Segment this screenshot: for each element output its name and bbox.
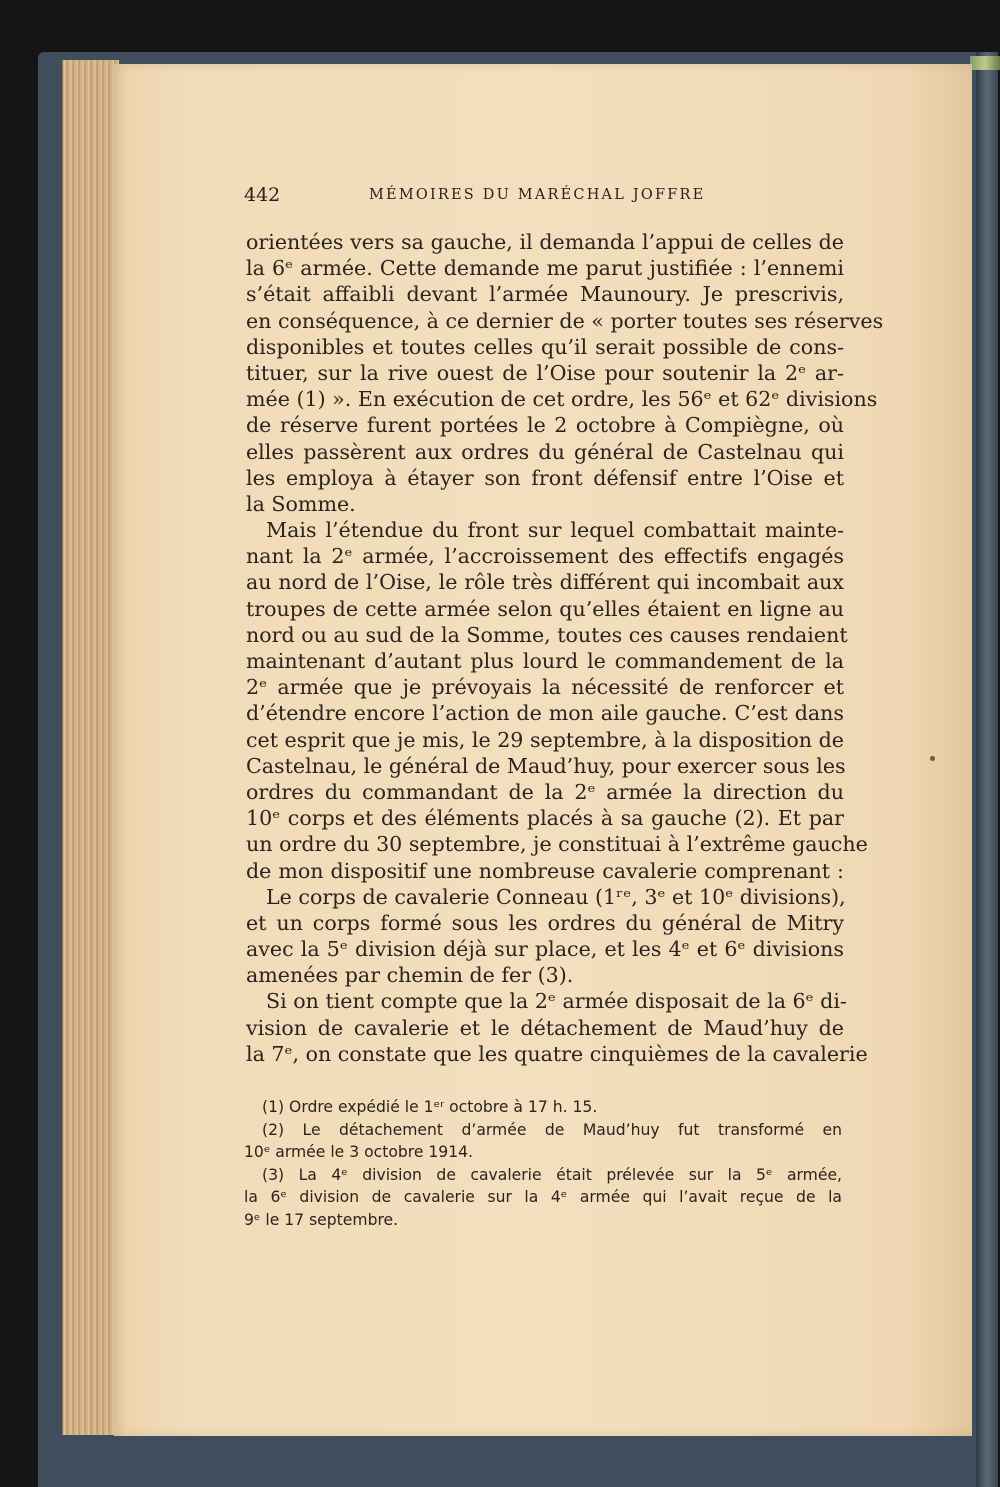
body-line: Si on tient compte que la 2ᵉ armée disposait de la 6ᵉ di-: [266, 989, 847, 1014]
body-line: Le corps de cavalerie Conneau (1ʳᵉ, 3ᵉ et 10ᵉ divisions),: [266, 884, 846, 909]
page-number: 442: [244, 184, 281, 206]
footnote-line: (1) Ordre expédié le 1ᵉʳ octobre à 17 h. 15.: [262, 1098, 598, 1116]
footnote-line: 9ᵉ le 17 septembre.: [244, 1210, 399, 1229]
footnote-line: 10ᵉ armée le 3 octobre 1914.: [244, 1143, 474, 1161]
body-line: cet esprit que je mis, le 29 septembre, à la disposition de: [246, 727, 844, 752]
body-line: en conséquence, à ce dernier de « porter toutes ses réserves: [246, 308, 884, 333]
body-line: amenées par chemin de fer (3).: [246, 963, 574, 988]
footnote-line: (2) Le détachement d’armée de Maud’huy fut transformé en: [262, 1120, 842, 1139]
body-line: 10ᵉ corps et des éléments placés à sa gauche (2). Et par: [246, 806, 844, 831]
body-line: disponibles et toutes celles qu’il serait possible de cons-: [246, 334, 844, 359]
body-line: au nord de l’Oise, le rôle très différent qui incombait aux: [246, 570, 844, 595]
body-line: la Somme.: [246, 491, 356, 516]
body-line: de réserve furent portées le 2 octobre à Compiègne, où: [246, 413, 844, 438]
body-line: la 7ᵉ, on constate que les quatre cinquièmes de la cavalerie: [246, 1041, 868, 1066]
body-line: la 6ᵉ armée. Cette demande me parut justifiée : l’ennemi: [246, 256, 844, 281]
page-speck: [930, 756, 935, 761]
page-stack-edge: [62, 60, 119, 1435]
body-line: tituer, sur la rive ouest de l’Oise pour soutenir la 2ᵉ ar-: [246, 360, 844, 385]
body-text: [246, 229, 884, 1067]
body-line: et un corps formé sous les ordres du général de Mitry: [246, 910, 844, 935]
running-title: MÉMOIRES DU MARÉCHAL JOFFRE: [369, 187, 706, 203]
body-line: elles passèrent aux ordres du général de Castelnau qui: [246, 439, 844, 464]
footnotes: [244, 1096, 842, 1231]
body-line: nant la 2ᵉ armée, l’accroissement des effectifs engagés: [246, 544, 844, 569]
body-line: un ordre du 30 septembre, je constituai à l’extrême gauche: [246, 832, 868, 857]
body-line: s’était affaibli devant l’armée Maunoury. Je prescrivis,: [246, 282, 844, 307]
body-line: maintenant d’autant plus lourd le commandement de la: [246, 649, 844, 673]
body-line: Mais l’étendue du front sur lequel combattait mainte-: [266, 518, 844, 543]
body-line: de mon dispositif une nombreuse cavalerie comprenant :: [246, 858, 844, 883]
body-line: avec la 5ᵉ division déjà sur place, et les 4ᵉ et 6ᵉ divisions: [246, 937, 844, 962]
body-line: les employa à étayer son front défensif entre l’Oise et: [246, 465, 844, 490]
body-line: d’étendre encore l’action de mon aile gauche. C’est dans: [246, 701, 844, 726]
body-line: ordres du commandant de la 2ᵉ armée la direction du: [246, 779, 844, 804]
body-line: orientées vers sa gauche, il demanda l’appui de celles de: [246, 230, 844, 254]
page-top-edge: [970, 56, 1000, 70]
body-line: 2ᵉ armée que je prévoyais la nécessité de renforcer et: [246, 675, 844, 700]
page-header: [244, 184, 844, 210]
body-line: nord ou au sud de la Somme, toutes ces causes rendaient: [246, 622, 848, 647]
footnote-line: (3) La 4ᵉ division de cavalerie était prélevée sur la 5ᵉ armée,: [262, 1165, 842, 1184]
body-line: mée (1) ». En exécution de cet ordre, les 56ᵉ et 62ᵉ divisions: [246, 387, 878, 412]
body-line: Castelnau, le général de Maud’huy, pour exercer sous les: [246, 753, 846, 778]
footnote-line: la 6ᵉ division de cavalerie sur la 4ᵉ armée qui l’avait reçue de la: [244, 1188, 842, 1206]
body-line: troupes de cette armée selon qu’elles étaient en ligne au: [246, 596, 844, 621]
body-line: vision de cavalerie et le détachement de Maud’huy de: [246, 1015, 844, 1040]
cover-spine-edge: [976, 52, 998, 1487]
